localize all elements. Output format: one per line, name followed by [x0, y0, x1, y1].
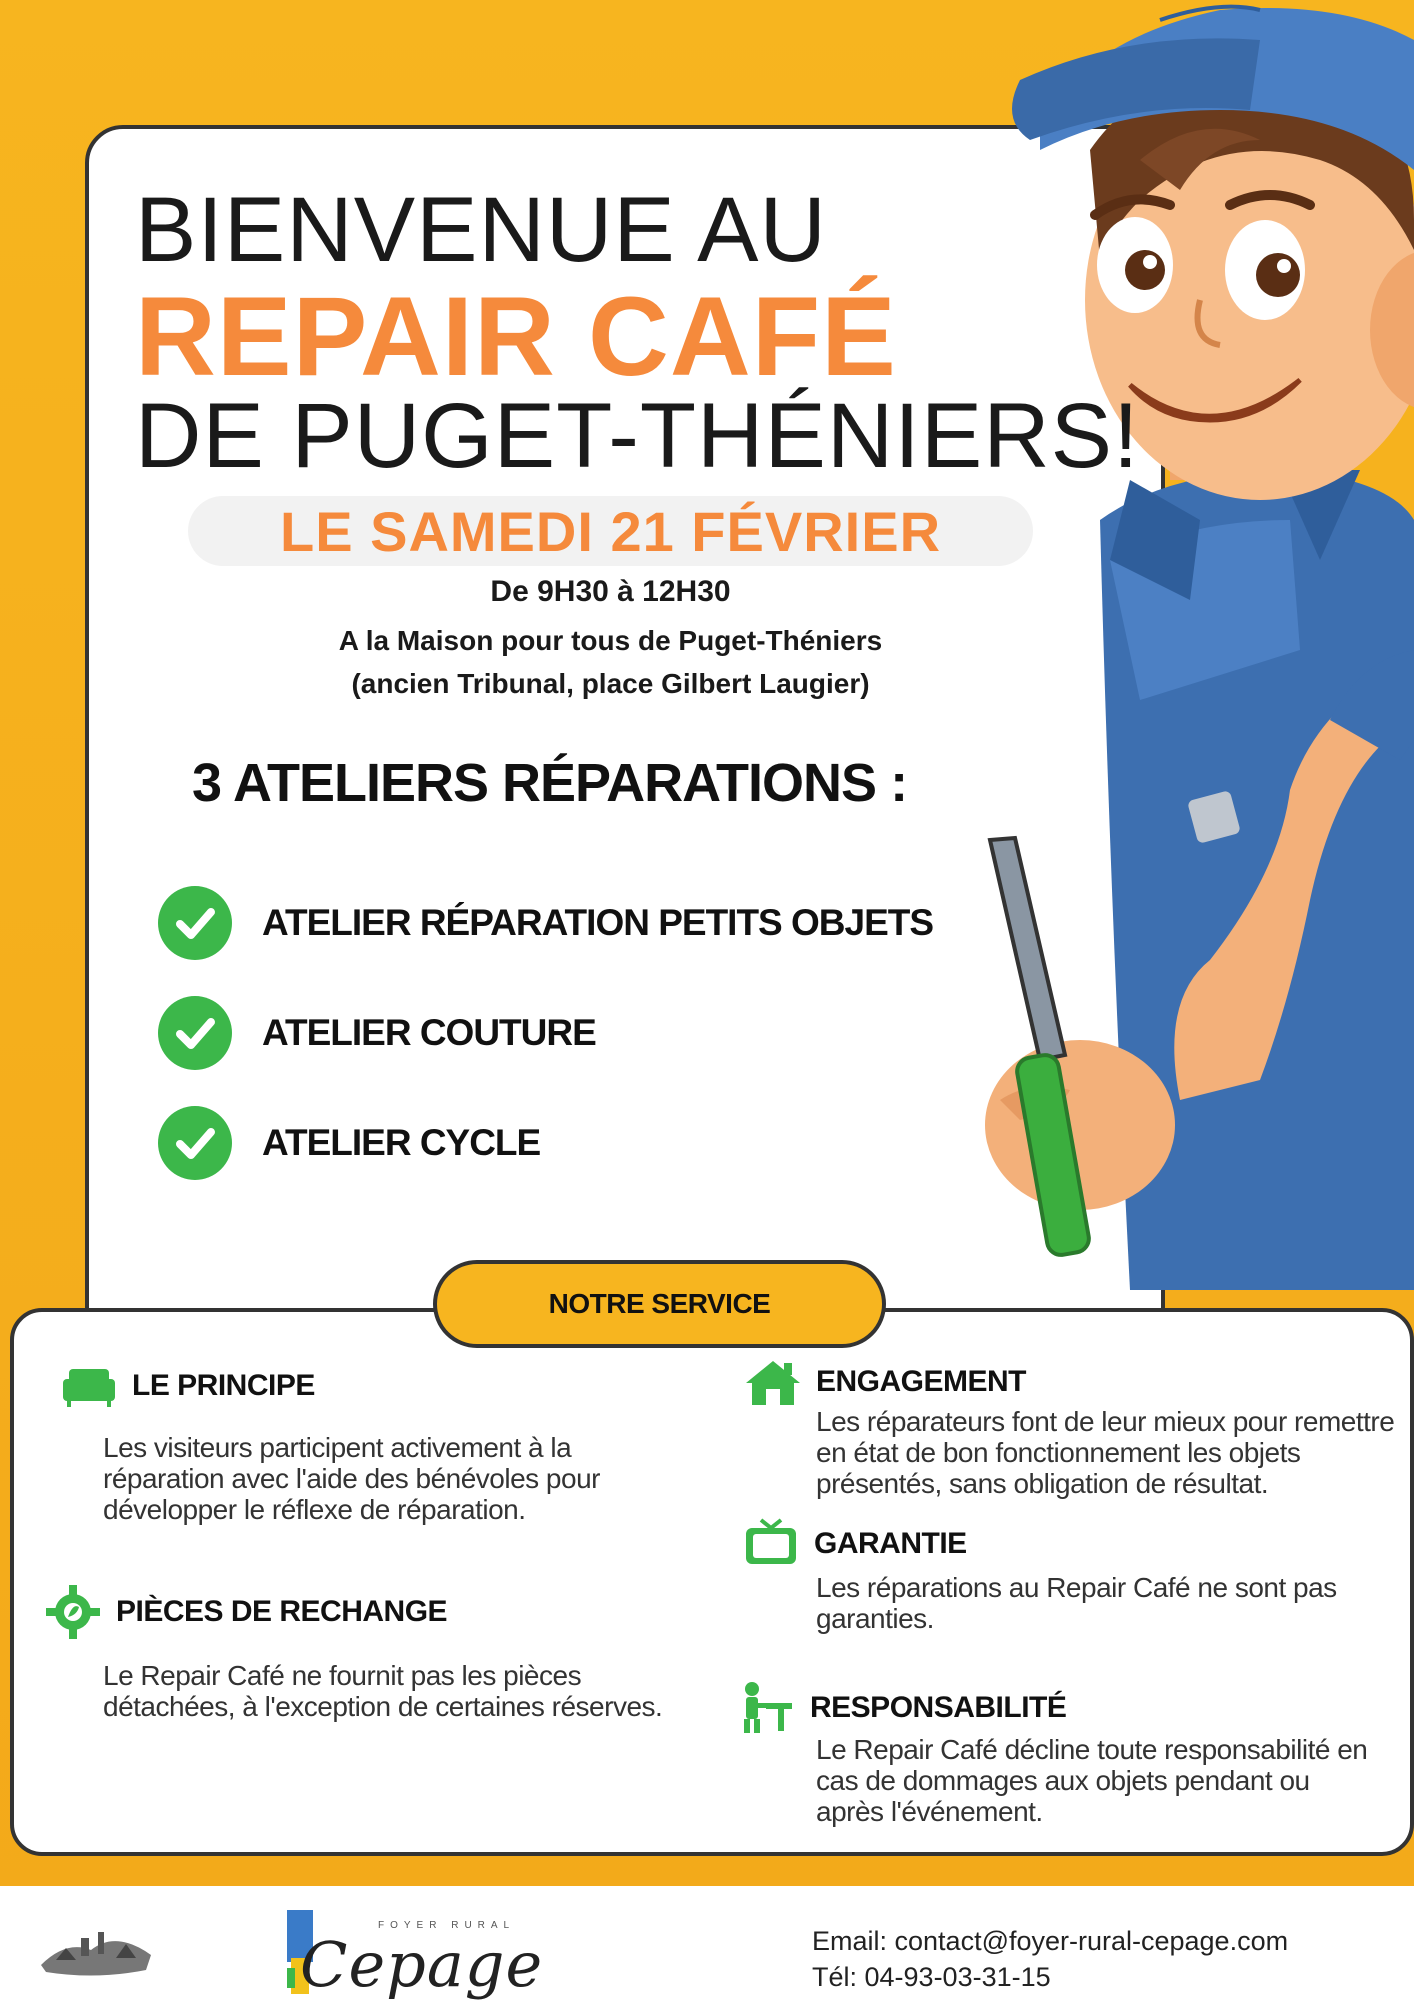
atelier-label: ATELIER RÉPARATION PETITS OBJETS: [262, 902, 934, 943]
responsabilite-text: Le Repair Café décline toute responsabilité en cas de dommages aux objets pendant ou après l'événement.: [816, 1734, 1368, 1827]
atelier-label: ATELIER CYCLE: [262, 1122, 541, 1163]
logo-subtext: FOYER RURAL: [378, 1920, 516, 1931]
event-time: De 9H30 à 12H30: [490, 575, 731, 608]
engagement-title: ENGAGEMENT: [816, 1365, 1027, 1398]
title-line-1: BIENVENUE AU: [135, 179, 827, 281]
event-place: A la Maison pour tous de Puget-Théniers: [338, 625, 883, 656]
tv-icon: [742, 1518, 800, 1570]
ateliers-title: 3 ATELIERS RÉPARATIONS :: [192, 753, 908, 813]
check-circle-icon: [158, 886, 232, 960]
village-logo: [36, 1910, 156, 1985]
service-title: NOTRE SERVICE: [433, 1260, 886, 1348]
principe-heading: [60, 1360, 315, 1412]
logo-text: Cepage: [300, 1928, 544, 2000]
atelier-item: [158, 996, 596, 1070]
principe-text: Les visiteurs participent activement à la réparation avec l'aide des bénévoles pour développer le réflexe de réparation.: [103, 1432, 600, 1525]
engagement-text: Les réparateurs font de leur mieux pour remettre en état de bon fonctionnement les objets présentés, sans obligation de résultat.: [816, 1406, 1395, 1499]
pieces-text: Le Repair Café ne fournit pas les pièces détachées, à l'exception de certaines réserves.: [103, 1660, 663, 1722]
event-date: LE SAMEDI 21 FÉVRIER: [188, 496, 1033, 566]
contact-email[interactable]: Email: contact@foyer-rural-cepage.com: [812, 1926, 1289, 1956]
atelier-label: ATELIER COUTURE: [262, 1012, 596, 1053]
check-circle-icon: [158, 1106, 232, 1180]
plumber-icon: [738, 1682, 796, 1734]
event-place-detail: (ancien Tribunal, place Gilbert Laugier): [351, 668, 870, 699]
pieces-title: PIÈCES DE RECHANGE: [116, 1595, 448, 1628]
house-icon: [744, 1356, 802, 1408]
garantie-title: GARANTIE: [814, 1527, 967, 1560]
pieces-heading: [44, 1586, 447, 1638]
check-circle-icon: [158, 996, 232, 1070]
gear-leaf-icon: [44, 1586, 102, 1638]
title-line-3: DE PUGET-THÉNIERS!: [135, 385, 1140, 487]
engagement-heading: [744, 1356, 1026, 1408]
garantie-heading: [742, 1518, 967, 1570]
principe-title: LE PRINCIPE: [132, 1369, 315, 1402]
title-line-2: REPAIR CAFÉ: [135, 274, 897, 399]
atelier-item: [158, 1106, 540, 1180]
atelier-item: [158, 886, 933, 960]
responsabilite-heading: [738, 1682, 1066, 1734]
sofa-icon: [60, 1360, 118, 1412]
responsabilite-title: RESPONSABILITÉ: [810, 1691, 1067, 1724]
contact-phone[interactable]: Tél: 04-93-03-31-15: [812, 1962, 1051, 1992]
garantie-text: Les réparations au Repair Café ne sont pas garanties.: [816, 1572, 1337, 1634]
